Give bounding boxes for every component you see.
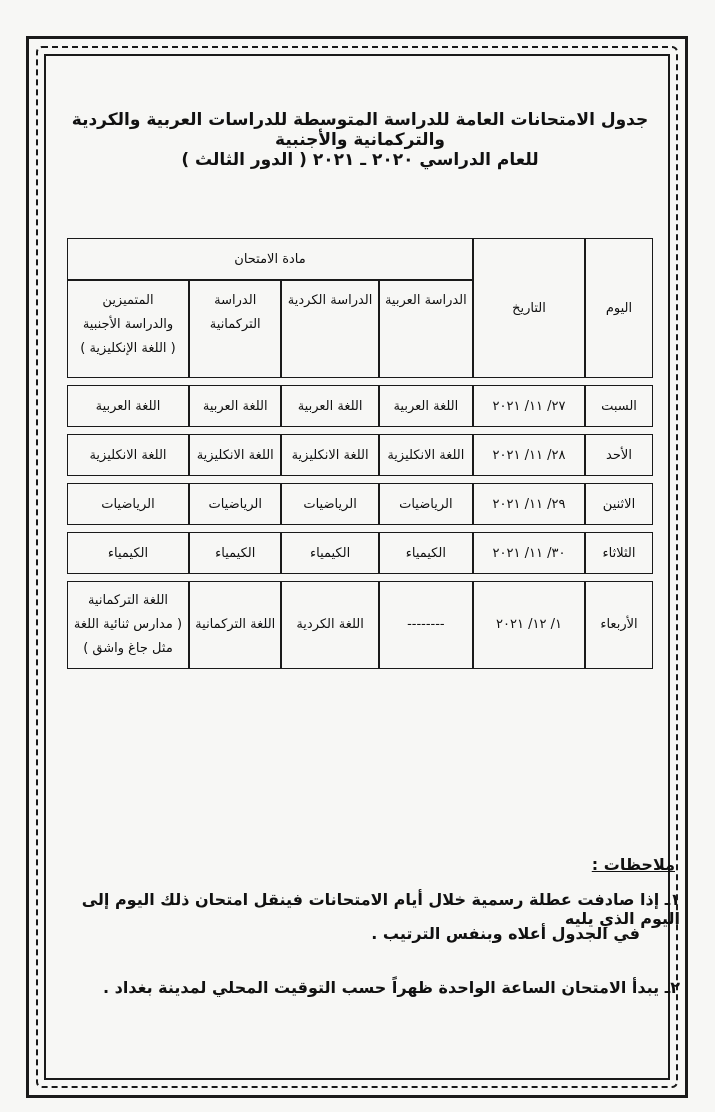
cell-arabic: -------- [379, 581, 473, 669]
cell-date: ٢٧/ ١١/ ٢٠٢١ [473, 385, 585, 427]
table-row [67, 483, 653, 525]
header-turkmen: الدراسة التركمانية [189, 280, 282, 378]
note-1-line-1: ١ـ إذا صادفت عطلة رسمية خلال أيام الامتحانات فينقل امتحان ذلك اليوم إلى اليوم الذي يليه [81, 890, 680, 928]
cell-kurdish: اللغة الانكليزية [281, 434, 378, 476]
cell-date: ٢٩/ ١١/ ٢٠٢١ [473, 483, 585, 525]
cell-date: ٣٠/ ١١/ ٢٠٢١ [473, 532, 585, 574]
cell-gifted [67, 581, 189, 669]
cell-arabic: اللغة الانكليزية [379, 434, 473, 476]
cell-arabic: الكيمياء [379, 532, 473, 574]
notes-heading: ملاحظات : [591, 855, 675, 874]
table-row [67, 434, 653, 476]
cell-turkmen: اللغة التركمانية [189, 581, 282, 669]
cell-kurdish: الكيمياء [281, 532, 378, 574]
cell-gifted-line: اللغة التركمانية [87, 593, 169, 608]
cell-kurdish: اللغة العربية [281, 385, 378, 427]
cell-kurdish: اللغة الكردية [281, 581, 378, 669]
exam-schedule-table [67, 238, 653, 669]
cell-turkmen: الرياضيات [189, 483, 282, 525]
cell-turkmen: اللغة العربية [189, 385, 282, 427]
cell-day: السبت [585, 385, 653, 427]
cell-gifted: اللغة العربية [67, 385, 189, 427]
header-arabic: الدراسة العربية [379, 280, 473, 378]
cell-turkmen: اللغة الانكليزية [189, 434, 282, 476]
header-date: التاريخ [473, 238, 585, 378]
cell-arabic: الرياضيات [379, 483, 473, 525]
cell-gifted-line: مثل جاغ واشق ) [83, 641, 173, 656]
cell-gifted-line: ( مدارس ثنائية اللغة [73, 617, 183, 632]
cell-gifted: الرياضيات [67, 483, 189, 525]
cell-day: الاثنين [585, 483, 653, 525]
table-row [67, 532, 653, 574]
page-subtitle: للعام الدراسي ٢٠٢٠ ـ ٢٠٢١ ( الدور الثالث ) [181, 150, 539, 170]
table-row [67, 581, 653, 669]
cell-gifted: الكيمياء [67, 532, 189, 574]
cell-day: الأحد [585, 434, 653, 476]
cell-day: الأربعاء [585, 581, 653, 669]
cell-day: الثلاثاء [585, 532, 653, 574]
header-gifted-foreign: المتميزين والدراسة الأجنبية ( اللغة الإنكليزية ) [67, 280, 189, 378]
cell-gifted: اللغة الانكليزية [67, 434, 189, 476]
cell-turkmen: الكيمياء [189, 532, 282, 574]
cell-date: ١/ ١٢/ ٢٠٢١ [473, 581, 585, 669]
header-kurdish: الدراسة الكردية [281, 280, 378, 378]
cell-arabic: اللغة العربية [379, 385, 473, 427]
note-1-line-2: في الجدول أعلاه وبنفس الترتيب . [371, 924, 640, 943]
cell-kurdish: الرياضيات [281, 483, 378, 525]
page-title: جدول الامتحانات العامة للدراسة المتوسطة للدراسات العربية والكردية والتركمانية والأجنبية [71, 110, 649, 150]
header-day: اليوم [585, 238, 653, 378]
table-row [67, 385, 653, 427]
note-2: ٢ـ يبدأ الامتحان الساعة الواحدة ظهراً حسب التوقيت المحلي لمدينة بغداد . [102, 978, 680, 997]
cell-date: ٢٨/ ١١/ ٢٠٢١ [473, 434, 585, 476]
header-subject: مادة الامتحان [67, 238, 473, 280]
